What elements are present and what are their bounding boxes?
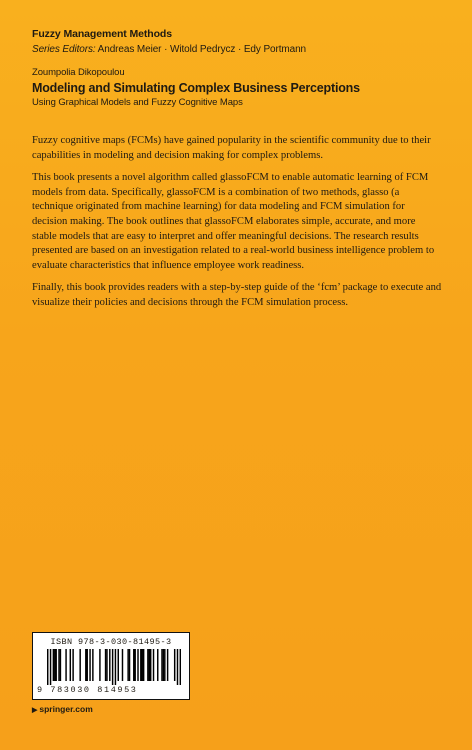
book-subtitle: Using Graphical Models and Fuzzy Cognitive Maps <box>32 97 243 108</box>
barcode-bar <box>60 649 61 681</box>
barcode-bar <box>105 649 106 681</box>
barcode-bar <box>89 649 90 681</box>
right-triangle-icon: ▶ <box>32 707 38 714</box>
barcode-bar <box>127 649 128 681</box>
description <box>32 134 442 319</box>
barcode-bar <box>150 649 151 681</box>
barcode-bar <box>164 649 165 681</box>
barcode-bar <box>58 649 59 681</box>
description-paragraph-2: This book presents a novel algorithm called glassoFCM to enable automatic learning of FCM models from data. Specifically, glassoFCM is a combination of two methods, glasso (a technique originated from machine learning) for data modeling and FCM simulation for decision making. The book outlines that glassoFCM elaborates simple, accurate, and more stable models that are easy to interpret and offer meaningful decisions. The research results presented are based on an investigation related to a real-world business intelligence problem to evaluate characteristics that influence employee work readiness. <box>32 172 435 271</box>
barcode-bar <box>122 649 123 681</box>
barcode-bar <box>79 649 80 681</box>
barcode-bar <box>157 649 158 681</box>
book-title: Modeling and Simulating Complex Business Perceptions <box>32 81 360 95</box>
barcode-bar <box>72 649 73 681</box>
barcode-bar <box>180 649 181 685</box>
series-editors-names: Andreas Meier · Witold Pedrycz · Edy Portmann <box>97 44 307 55</box>
series-editors-label: Series Editors: <box>32 44 96 55</box>
barcode-bar <box>143 649 144 681</box>
barcode-bar <box>137 649 138 681</box>
barcode-bar <box>53 649 54 681</box>
barcode-bar <box>129 649 130 681</box>
barcode-bar <box>50 649 51 685</box>
barcode-bar <box>99 649 100 681</box>
barcode-bar <box>65 649 66 681</box>
description-paragraph-1: Fuzzy cognitive maps (FCMs) have gained popularity in the scientific community due to their capabilities in modeling and decision making for complex problems. <box>32 135 431 161</box>
barcode-bar <box>167 649 168 681</box>
description-paragraph-3: Finally, this book provides readers with a step-by-step guide of the ‘fcm’ package to execute and visualize their policies and decisions through the FCM simulation process. <box>32 282 442 308</box>
barcode-bar <box>92 649 93 681</box>
cover-header <box>32 28 442 109</box>
barcode-bar <box>112 649 113 685</box>
isbn-barcode <box>32 632 190 700</box>
barcode-bar <box>142 649 143 681</box>
barcode-graphic <box>47 649 181 685</box>
isbn-label: ISBN 978-3-030-81495-3 <box>50 637 172 647</box>
barcode-bar <box>106 649 107 681</box>
barcode-bar <box>174 649 175 681</box>
publisher-website[interactable] <box>32 704 93 716</box>
barcode-bar <box>134 649 135 681</box>
barcode-bar <box>86 649 87 681</box>
barcode-bar <box>70 649 71 681</box>
barcode-bar <box>118 649 119 681</box>
barcode-bar <box>47 649 48 685</box>
website-text: springer.com <box>39 704 93 714</box>
barcode-bar <box>109 649 110 681</box>
barcode-digits: 9 783030 814953 <box>37 685 138 695</box>
barcode-bars <box>47 649 181 685</box>
barcode-bar <box>149 649 150 681</box>
barcode-bar <box>163 649 164 681</box>
barcode-bar <box>153 649 154 681</box>
author-name: Zoumpolia Dikopoulou <box>32 67 125 78</box>
barcode-bar <box>85 649 86 681</box>
barcode-bar <box>177 649 178 685</box>
series-title: Fuzzy Management Methods <box>32 28 172 40</box>
barcode-bar <box>147 649 148 681</box>
barcode-bar <box>54 649 55 681</box>
barcode-bar <box>55 649 56 681</box>
barcode-bar <box>161 649 162 681</box>
barcode-bar <box>133 649 134 681</box>
barcode-bar <box>140 649 141 681</box>
barcode-bar <box>115 649 116 685</box>
series-editors <box>32 43 442 57</box>
